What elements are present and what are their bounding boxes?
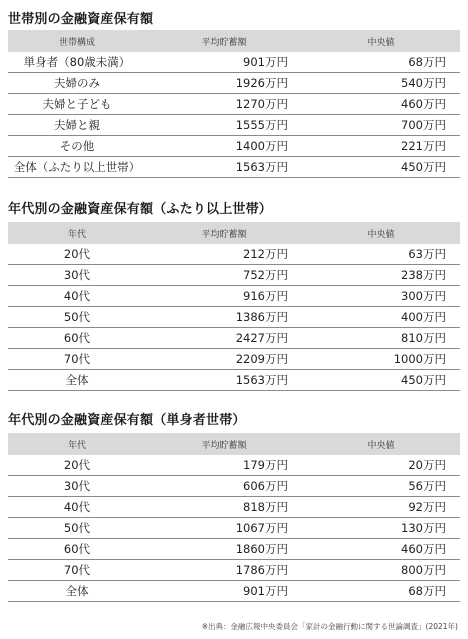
row-label: 70代	[8, 349, 146, 370]
row-label: 20代	[8, 455, 146, 476]
row-label: 60代	[8, 328, 146, 349]
single-household-table	[8, 433, 460, 602]
average-savings: 2427万円	[146, 328, 302, 349]
median-value: 20万円	[302, 455, 460, 476]
median-value: 130万円	[302, 518, 460, 539]
table-row	[8, 73, 460, 94]
median-value: 300万円	[302, 286, 460, 307]
column-header: 平均貯蓄額	[146, 30, 302, 52]
row-label: 60代	[8, 539, 146, 560]
section-title-household: 世帯別の金融資産保有額	[8, 12, 154, 27]
average-savings: 212万円	[146, 244, 302, 265]
table-row	[8, 560, 460, 581]
average-savings: 901万円	[146, 52, 302, 73]
source-note: ※出典：金融広報中央委員会「家計の金融行動に関する世論調査」(2021年)	[201, 622, 458, 631]
row-label: 夫婦と親	[8, 115, 146, 136]
median-value: 63万円	[302, 244, 460, 265]
median-value: 68万円	[302, 581, 460, 602]
two-plus-household-table	[8, 222, 460, 391]
table-row	[8, 497, 460, 518]
average-savings: 916万円	[146, 286, 302, 307]
column-header: 年代	[8, 433, 146, 455]
row-label: 20代	[8, 244, 146, 265]
row-label: 30代	[8, 476, 146, 497]
row-label: 50代	[8, 518, 146, 539]
table-row	[8, 157, 460, 178]
table-row	[8, 244, 460, 265]
row-label: 40代	[8, 286, 146, 307]
average-savings: 1860万円	[146, 539, 302, 560]
median-value: 238万円	[302, 265, 460, 286]
row-label: 30代	[8, 265, 146, 286]
average-savings: 752万円	[146, 265, 302, 286]
table-row	[8, 94, 460, 115]
average-savings: 606万円	[146, 476, 302, 497]
table-row	[8, 476, 460, 497]
average-savings: 1563万円	[146, 157, 302, 178]
row-label: 全体（ふたり以上世帯）	[8, 157, 146, 178]
median-value: 810万円	[302, 328, 460, 349]
median-value: 400万円	[302, 307, 460, 328]
row-label: 夫婦と子ども	[8, 94, 146, 115]
median-value: 460万円	[302, 94, 460, 115]
household-table	[8, 30, 460, 178]
average-savings: 1270万円	[146, 94, 302, 115]
table-row	[8, 349, 460, 370]
average-savings: 1555万円	[146, 115, 302, 136]
average-savings: 1563万円	[146, 370, 302, 391]
average-savings: 179万円	[146, 455, 302, 476]
column-header: 世帯構成	[8, 30, 146, 52]
table-row	[8, 455, 460, 476]
row-label: 全体	[8, 370, 146, 391]
median-value: 92万円	[302, 497, 460, 518]
median-value: 800万円	[302, 560, 460, 581]
column-header: 中央値	[302, 222, 460, 244]
table-row	[8, 286, 460, 307]
average-savings: 2209万円	[146, 349, 302, 370]
median-value: 700万円	[302, 115, 460, 136]
median-value: 1000万円	[302, 349, 460, 370]
row-label: 70代	[8, 560, 146, 581]
section-title-single: 年代別の金融資産保有額（単身者世帯）	[8, 413, 246, 428]
row-label: 夫婦のみ	[8, 73, 146, 94]
median-value: 56万円	[302, 476, 460, 497]
table-row	[8, 307, 460, 328]
average-savings: 1926万円	[146, 73, 302, 94]
average-savings: 901万円	[146, 581, 302, 602]
table-row	[8, 518, 460, 539]
row-label: 50代	[8, 307, 146, 328]
median-value: 68万円	[302, 52, 460, 73]
table-header-row	[8, 222, 460, 244]
column-header: 中央値	[302, 433, 460, 455]
table-row	[8, 265, 460, 286]
table-row	[8, 539, 460, 560]
table-row	[8, 581, 460, 602]
row-label: 単身者（80歳未満）	[8, 52, 146, 73]
section-title-two-plus: 年代別の金融資産保有額（ふたり以上世帯）	[8, 202, 273, 217]
average-savings: 1386万円	[146, 307, 302, 328]
table-row	[8, 115, 460, 136]
median-value: 460万円	[302, 539, 460, 560]
average-savings: 1067万円	[146, 518, 302, 539]
table-row	[8, 370, 460, 391]
table-row	[8, 52, 460, 73]
column-header: 平均貯蓄額	[146, 222, 302, 244]
row-label: その他	[8, 136, 146, 157]
median-value: 221万円	[302, 136, 460, 157]
median-value: 450万円	[302, 157, 460, 178]
table-row	[8, 328, 460, 349]
average-savings: 1786万円	[146, 560, 302, 581]
average-savings: 1400万円	[146, 136, 302, 157]
column-header: 中央値	[302, 30, 460, 52]
median-value: 540万円	[302, 73, 460, 94]
table-header-row	[8, 433, 460, 455]
column-header: 平均貯蓄額	[146, 433, 302, 455]
average-savings: 818万円	[146, 497, 302, 518]
column-header: 年代	[8, 222, 146, 244]
row-label: 全体	[8, 581, 146, 602]
table-row	[8, 136, 460, 157]
row-label: 40代	[8, 497, 146, 518]
median-value: 450万円	[302, 370, 460, 391]
table-header-row	[8, 30, 460, 52]
